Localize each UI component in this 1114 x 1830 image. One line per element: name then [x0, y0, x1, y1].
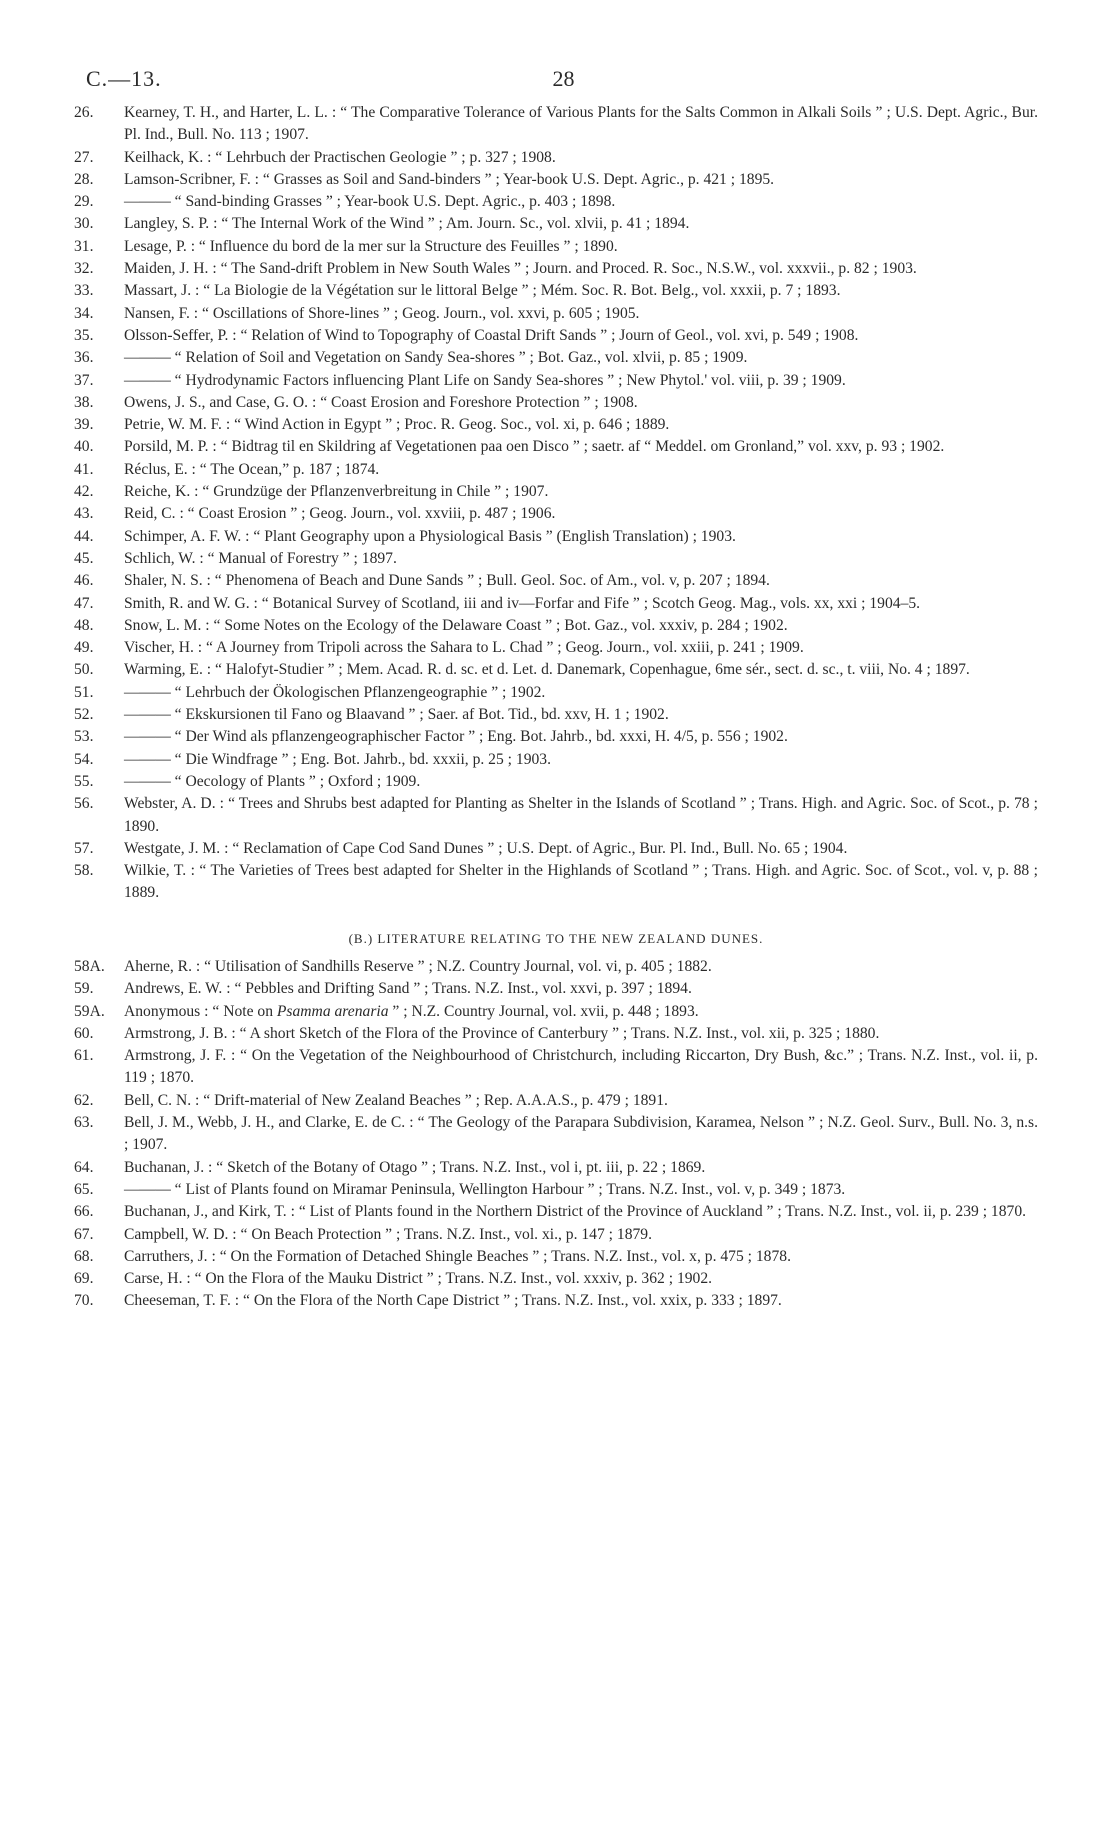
reference-entry [74, 956, 1038, 978]
reference-text: Cheeseman, T. F. : “ On the Flora of the North Cape District ” ; Trans. N.Z. Inst., vol. xxix, p. 333 ; 1897. [124, 1292, 782, 1310]
reference-entry [74, 659, 1038, 681]
reference-number: 52. [74, 706, 94, 724]
reference-number: 47. [74, 594, 94, 612]
reference-entry [74, 682, 1038, 704]
reference-entry [74, 347, 1038, 369]
reference-entry [74, 1045, 1038, 1090]
reference-number: 48. [74, 616, 94, 634]
reference-entry [74, 978, 1038, 1000]
reference-text: ——— “ Der Wind als pflanzengeographischer Factor ” ; Eng. Bot. Jahrb., bd. xxxi, H. 4/5, p. 556 ; 1902. [124, 728, 788, 746]
references-list [74, 102, 1038, 1313]
reference-number: 66. [74, 1203, 94, 1221]
reference-number: 51. [74, 683, 94, 701]
reference-entry [74, 503, 1038, 525]
reference-number: 59. [74, 980, 94, 998]
reference-text: Maiden, J. H. : “ The Sand-drift Problem in New South Wales ” ; Journ. and Proced. R. Soc., N.S.W., vol. xxxvii., p. 82 ; 1903. [124, 260, 917, 278]
reference-number: 35. [74, 326, 94, 344]
reference-entry [74, 236, 1038, 258]
reference-number: 34. [74, 304, 94, 322]
reference-text: Webster, A. D. : “ Trees and Shrubs best adapted for Planting as Shelter in the Islands of Scotland ” ; Trans. High. and Agric. Soc. of Scot., p. 78 ; 1890. [124, 795, 1038, 835]
reference-number: 65. [74, 1180, 94, 1198]
section-a-references [74, 102, 1038, 905]
reference-entry [74, 1001, 1038, 1023]
reference-entry [74, 481, 1038, 503]
reference-number: 38. [74, 393, 94, 411]
reference-text: Massart, J. : “ La Biologie de la Végétation sur le littoral Belge ” ; Mém. Soc. R. Bot. Belg., vol. xxxii, p. 7 ; 1893. [124, 282, 841, 300]
reference-text: ——— “ Hydrodynamic Factors influencing Plant Life on Sandy Sea-shores ” ; New Phytol.' vol. viii, p. 39 ; 1909. [124, 371, 846, 389]
section-b-heading: (B.) LITERATURE RELATING TO THE NEW ZEALAND DUNES. [348, 930, 764, 946]
reference-entry [74, 860, 1038, 905]
reference-entry [74, 392, 1038, 414]
reference-text: Anonymous : “ Note on Psamma arenaria ” ; N.Z. Country Journal, vol. xvii, p. 448 ; 1893. [124, 1002, 699, 1020]
reference-number: 60. [74, 1024, 94, 1042]
reference-number: 69. [74, 1270, 94, 1288]
reference-text: ——— “ Die Windfrage ” ; Eng. Bot. Jahrb., bd. xxxii, p. 25 ; 1903. [124, 750, 551, 768]
reference-text: Porsild, M. P. : “ Bidtrag til en Skildring af Vegetationen paa oen Disco ” ; saetr. af “ Meddel. om Gronland,” vol. xxv, p. 93 ; 1902. [124, 438, 945, 456]
reference-number: 42. [74, 483, 94, 501]
reference-number: 50. [74, 661, 94, 679]
reference-entry [74, 526, 1038, 548]
reference-entry [74, 793, 1038, 838]
reference-entry [74, 548, 1038, 570]
reference-number: 27. [74, 148, 94, 166]
reference-entry [74, 102, 1038, 147]
reference-text: Buchanan, J. : “ Sketch of the Botany of Otago ” ; Trans. N.Z. Inst., vol i, pt. iii, p. 22 ; 1869. [124, 1158, 706, 1176]
reference-entry [74, 1157, 1038, 1179]
reference-text: Petrie, W. M. F. : “ Wind Action in Egypt ” ; Proc. R. Geog. Soc., vol. xi, p. 646 ; 1889. [124, 416, 670, 434]
reference-number: 39. [74, 416, 94, 434]
reference-text: ——— “ Relation of Soil and Vegetation on Sandy Sea-shores ” ; Bot. Gaz., vol. xlvii, p. 85 ; 1909. [124, 349, 748, 367]
reference-text: Vischer, H. : “ A Journey from Tripoli across the Sahara to L. Chad ” ; Geog. Journ., vol. xxiii, p. 241 ; 1909. [124, 639, 804, 657]
reference-number: 30. [74, 215, 94, 233]
reference-text: Warming, E. : “ Halofyt-Studier ” ; Mem. Acad. R. d. sc. et d. Let. d. Danemark, Copenhague, 6me sér., sect. d. sc., t. viii, No. 4 ; 1897. [124, 661, 970, 679]
reference-text: Carruthers, J. : “ On the Formation of Detached Shingle Beaches ” ; Trans. N.Z. Inst., vol. x, p. 475 ; 1878. [124, 1247, 791, 1265]
reference-entry [74, 459, 1038, 481]
reference-entry [74, 1224, 1038, 1246]
reference-text: Shaler, N. S. : “ Phenomena of Beach and Dune Sands ” ; Bull. Geol. Soc. of Am., vol. v, p. 207 ; 1894. [124, 572, 770, 590]
reference-entry [74, 169, 1038, 191]
reference-entry [74, 414, 1038, 436]
reference-number: 33. [74, 282, 94, 300]
reference-number: 55. [74, 772, 94, 790]
reference-number: 41. [74, 460, 94, 478]
reference-text: ——— “ List of Plants found on Miramar Peninsula, Wellington Harbour ” ; Trans. N.Z. Inst., vol. v, p. 349 ; 1873. [124, 1180, 846, 1198]
reference-text: ——— “ Lehrbuch der Ökologischen Pflanzengeographie ” ; 1902. [124, 683, 546, 701]
page-header [86, 66, 1041, 90]
reference-entry [74, 1179, 1038, 1201]
reference-entry [74, 704, 1038, 726]
reference-entry [74, 370, 1038, 392]
reference-entry [74, 325, 1038, 347]
section-b-references [74, 956, 1038, 1313]
reference-entry [74, 1090, 1038, 1112]
reference-number: 31. [74, 237, 94, 255]
reference-number: 58A. [74, 957, 105, 975]
reference-entry [74, 1290, 1038, 1312]
reference-entry [74, 1201, 1038, 1223]
reference-entry [74, 191, 1038, 213]
reference-entry [74, 838, 1038, 860]
reference-entry [74, 726, 1038, 748]
reference-number: 32. [74, 260, 94, 278]
reference-number: 63. [74, 1114, 94, 1132]
reference-number: 28. [74, 170, 94, 188]
reference-text: Schlich, W. : “ Manual of Forestry ” ; 1897. [124, 549, 397, 567]
reference-entry [74, 1268, 1038, 1290]
reference-text: Aherne, R. : “ Utilisation of Sandhills Reserve ” ; N.Z. Country Journal, vol. vi, p. 405 ; 1882. [124, 957, 712, 975]
reference-text: Armstrong, J. B. : “ A short Sketch of the Flora of the Province of Canterbury ” ; Trans. N.Z. Inst., vol. xii, p. 325 ; 1880. [124, 1024, 880, 1042]
reference-entry [74, 303, 1038, 325]
reference-number: 57. [74, 839, 94, 857]
reference-number: 53. [74, 728, 94, 746]
reference-entry [74, 213, 1038, 235]
reference-text: ——— “ Sand-binding Grasses ” ; Year-book U.S. Dept. Agric., p. 403 ; 1898. [124, 193, 616, 211]
reference-number: 62. [74, 1091, 94, 1109]
reference-number: 40. [74, 438, 94, 456]
reference-text: Langley, S. P. : “ The Internal Work of the Wind ” ; Am. Journ. Sc., vol. xlvii, p. 41 ; 1894. [124, 215, 690, 233]
reference-number: 70. [74, 1292, 94, 1310]
reference-entry [74, 1112, 1038, 1157]
reference-number: 54. [74, 750, 94, 768]
reference-number: 26. [74, 104, 94, 121]
reference-text: Snow, L. M. : “ Some Notes on the Ecology of the Delaware Coast ” ; Bot. Gaz., vol. xxxiv, p. 284 ; 1902. [124, 616, 788, 634]
reference-number: 59A. [74, 1002, 105, 1020]
reference-text: Kearney, T. H., and Harter, L. L. : “ The Comparative Tolerance of Various Plants for the Salts Common in Alkali Soils ” ; U.S. Dept. Agric., Bur. Pl. Ind., Bull. No. 113 ; 1907. [124, 104, 1038, 144]
reference-number: 68. [74, 1247, 94, 1265]
reference-number: 61. [74, 1047, 94, 1065]
reference-text: Bell, C. N. : “ Drift-material of New Zealand Beaches ” ; Rep. A.A.A.S., p. 479 ; 1891. [124, 1091, 668, 1109]
reference-text: Reid, C. : “ Coast Erosion ” ; Geog. Journ., vol. xxviii, p. 487 ; 1906. [124, 505, 556, 523]
reference-text: ——— “ Oecology of Plants ” ; Oxford ; 1909. [124, 772, 421, 790]
reference-text: Keilhack, K. : “ Lehrbuch der Practischen Geologie ” ; p. 327 ; 1908. [124, 148, 556, 166]
reference-text: Réclus, E. : “ The Ocean,” p. 187 ; 1874. [124, 460, 380, 478]
reference-entry [74, 749, 1038, 771]
reference-text: Reiche, K. : “ Grundzüge der Pflanzenverbreitung in Chile ” ; 1907. [124, 483, 549, 501]
reference-number: 43. [74, 505, 94, 523]
reference-text: Nansen, F. : “ Oscillations of Shore-lines ” ; Geog. Journ., vol. xxvi, p. 605 ; 1905. [124, 304, 640, 322]
reference-number: 37. [74, 371, 94, 389]
reference-entry [74, 258, 1038, 280]
reference-text: Wilkie, T. : “ The Varieties of Trees best adapted for Shelter in the Highlands of Scotland ” ; Trans. High. and Agric. Soc. of Scot., vol. v, p. 88 ; 1889. [124, 862, 1038, 902]
reference-number: 64. [74, 1158, 94, 1176]
report-code: C.—13. [86, 66, 162, 91]
reference-entry [74, 593, 1038, 615]
reference-text: Campbell, W. D. : “ On Beach Protection ” ; Trans. N.Z. Inst., vol. xi., p. 147 ; 1879. [124, 1225, 652, 1243]
reference-number: 46. [74, 572, 94, 590]
reference-text: Lamson-Scribner, F. : “ Grasses as Soil and Sand-binders ” ; Year-book U.S. Dept. Agric., p. 421 ; 1895. [124, 170, 775, 188]
reference-text: Owens, J. S., and Case, G. O. : “ Coast Erosion and Foreshore Protection ” ; 1908. [124, 393, 638, 411]
reference-text: Andrews, E. W. : “ Pebbles and Drifting Sand ” ; Trans. N.Z. Inst., vol. xxvi, p. 397 ; 1894. [124, 980, 692, 998]
reference-entry [74, 615, 1038, 637]
reference-number: 29. [74, 193, 94, 211]
reference-number: 45. [74, 549, 94, 567]
reference-entry [74, 147, 1038, 169]
reference-entry [74, 570, 1038, 592]
reference-text: Westgate, J. M. : “ Reclamation of Cape Cod Sand Dunes ” ; U.S. Dept. of Agric., Bur. Pl. Ind., Bull. No. 65 ; 1904. [124, 839, 848, 857]
reference-entry [74, 1246, 1038, 1268]
reference-text: Smith, R. and W. G. : “ Botanical Survey of Scotland, iii and iv—Forfar and Fife ” ; Scotch Geog. Mag., vols. xx, xxi ; 1904–5. [124, 594, 921, 612]
reference-entry [74, 771, 1038, 793]
reference-number: 58. [74, 862, 94, 880]
reference-text: Schimper, A. F. W. : “ Plant Geography upon a Physiological Basis ” (English Translation) ; 1903. [124, 527, 736, 545]
reference-text: Bell, J. M., Webb, J. H., and Clarke, E. de C. : “ The Geology of the Parapara Subdivision, Karamea, Nelson ” ; N.Z. Geol. Surv., Bull. No. 3, n.s. ; 1907. [124, 1114, 1038, 1154]
reference-text: Buchanan, J., and Kirk, T. : “ List of Plants found in the Northern District of the Province of Auckland ” ; Trans. N.Z. Inst., vol. ii, p. 239 ; 1870. [124, 1203, 1027, 1221]
reference-number: 67. [74, 1225, 94, 1243]
page-number: 28 [552, 66, 575, 91]
reference-entry [74, 1023, 1038, 1045]
reference-entry [74, 436, 1038, 458]
reference-number: 36. [74, 349, 94, 367]
reference-number: 44. [74, 527, 94, 545]
reference-text: Armstrong, J. F. : “ On the Vegetation of the Neighbourhood of Christchurch, including Riccarton, Dry Bush, &c.” ; Trans. N.Z. Inst., vol. ii, p. 119 ; 1870. [124, 1047, 1038, 1087]
reference-text: Lesage, P. : “ Influence du bord de la mer sur la Structure des Feuilles ” ; 1890. [124, 237, 618, 255]
reference-number: 56. [74, 795, 94, 813]
reference-number: 49. [74, 639, 94, 657]
reference-text: ——— “ Ekskursionen til Fano og Blaavand ” ; Saer. af Bot. Tid., bd. xxv, H. 1 ; 1902. [124, 706, 669, 724]
reference-entry [74, 280, 1038, 302]
reference-entry [74, 637, 1038, 659]
reference-text: Carse, H. : “ On the Flora of the Mauku District ” ; Trans. N.Z. Inst., vol. xxxiv, p. 362 ; 1902. [124, 1270, 713, 1288]
reference-text: Olsson-Seffer, P. : “ Relation of Wind to Topography of Coastal Drift Sands ” ; Journ of Geol., vol. xvi, p. 549 ; 1908. [124, 326, 859, 344]
